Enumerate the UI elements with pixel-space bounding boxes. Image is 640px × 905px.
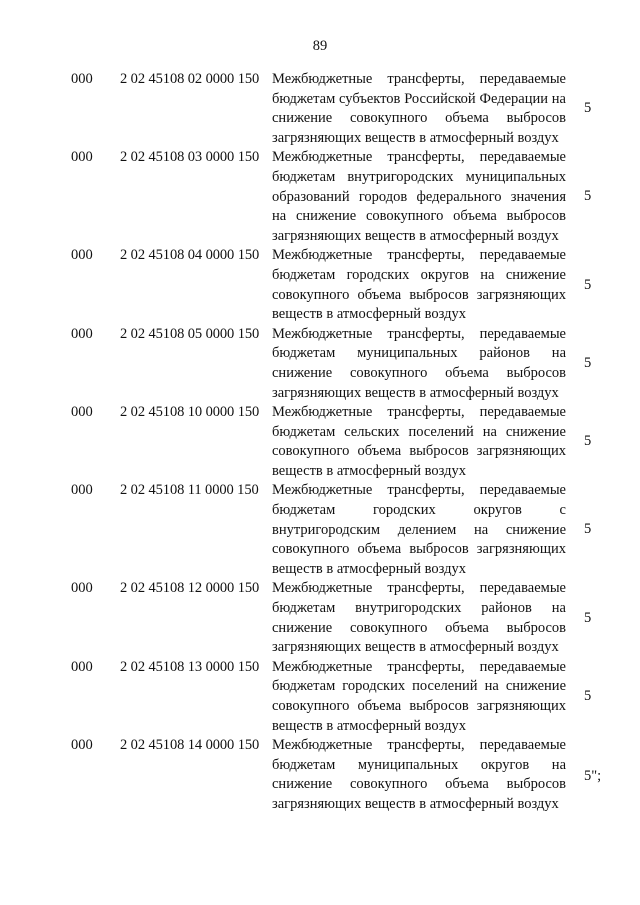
- budget-classification-code: 2 02 45108 04 0000 150: [120, 247, 260, 264]
- row-description: Межбюджетные трансферты, передаваемые бюджетам городских округов с внутригородским делением на снижение совокупного объема выбросов загрязняющих веществ в атмосферный воздух: [272, 482, 566, 577]
- budget-classification-code: 2 02 45108 13 0000 150: [120, 658, 260, 675]
- row-description: Межбюджетные трансферты, передаваемые бюджетам муниципальных округов на снижение совокупного объема выбросов загрязняющих веществ в атмосферный воздух: [272, 737, 566, 812]
- admin-code: 000: [71, 404, 93, 421]
- row-value: 5: [584, 276, 592, 293]
- table-row: [0, 658, 640, 736]
- budget-classification-code: 2 02 45108 10 0000 150: [120, 404, 260, 421]
- table-row: [0, 246, 640, 324]
- table-row: [0, 736, 640, 814]
- budget-classification-code: 2 02 45108 11 0000 150: [120, 482, 259, 499]
- budget-classification-code: 2 02 45108 14 0000 150: [120, 737, 260, 754]
- row-value: 5: [584, 433, 592, 450]
- budget-classification-code: 2 02 45108 02 0000 150: [120, 71, 260, 87]
- row-description: Межбюджетные трансферты, передаваемые бюджетам внутригородских районов на снижение совокупного объема выбросов загрязняющих веществ в атмосферный воздух: [272, 580, 566, 656]
- row-value: 5: [584, 355, 592, 372]
- admin-code: 000: [71, 580, 93, 597]
- row-description: Межбюджетные трансферты, передаваемые бюджетам сельских поселений на снижение совокупного объема выбросов загрязняющих веществ в атмосферный воздух: [272, 404, 566, 479]
- table-row: [0, 70, 640, 148]
- admin-code: 000: [71, 737, 93, 754]
- admin-code: 000: [71, 658, 93, 675]
- admin-code: 000: [71, 325, 93, 342]
- budget-classification-code: 2 02 45108 05 0000 150: [120, 325, 260, 342]
- admin-code: 000: [71, 149, 93, 166]
- row-value: 5: [584, 100, 592, 117]
- row-value: 5: [584, 609, 592, 626]
- table-row: [0, 481, 640, 579]
- row-value: 5: [584, 521, 592, 538]
- table-row: [0, 148, 640, 246]
- row-description: Межбюджетные трансферты, передаваемые бюджетам внутригородских муниципальных образований городов федерального значения на снижение совокупного объема выбросов загрязняющих веществ в атмосферный воздух: [272, 149, 566, 244]
- page-number: 89: [312, 38, 328, 54]
- table-row: [0, 403, 640, 481]
- admin-code: 000: [71, 71, 93, 87]
- row-value: 5: [584, 188, 592, 205]
- budget-code-table: [0, 70, 640, 815]
- budget-classification-code: 2 02 45108 03 0000 150: [120, 149, 260, 166]
- admin-code: 000: [71, 482, 93, 499]
- row-description: Межбюджетные трансферты, передаваемые бюджетам субъектов Российской Федерации на снижение совокупного объема выбросов загрязняющих веществ в атмосферный воздух: [272, 71, 566, 146]
- table-row: [0, 325, 640, 403]
- admin-code: 000: [71, 247, 93, 264]
- table-row: [0, 579, 640, 657]
- row-description: Межбюджетные трансферты, передаваемые бюджетам городских поселений на снижение совокупного объема выбросов загрязняющих веществ в атмосферный воздух: [272, 658, 566, 734]
- row-value: 5: [584, 688, 592, 705]
- row-description: Межбюджетные трансферты, передаваемые бюджетам муниципальных районов на снижение совокупного объема выбросов загрязняющих веществ в атмосферный воздух: [272, 325, 566, 401]
- budget-classification-code: 2 02 45108 12 0000 150: [120, 580, 260, 597]
- row-description: Межбюджетные трансферты, передаваемые бюджетам городских округов на снижение совокупного объема выбросов загрязняющих веществ в атмосферный воздух: [272, 247, 566, 323]
- row-value: 5";: [584, 768, 602, 785]
